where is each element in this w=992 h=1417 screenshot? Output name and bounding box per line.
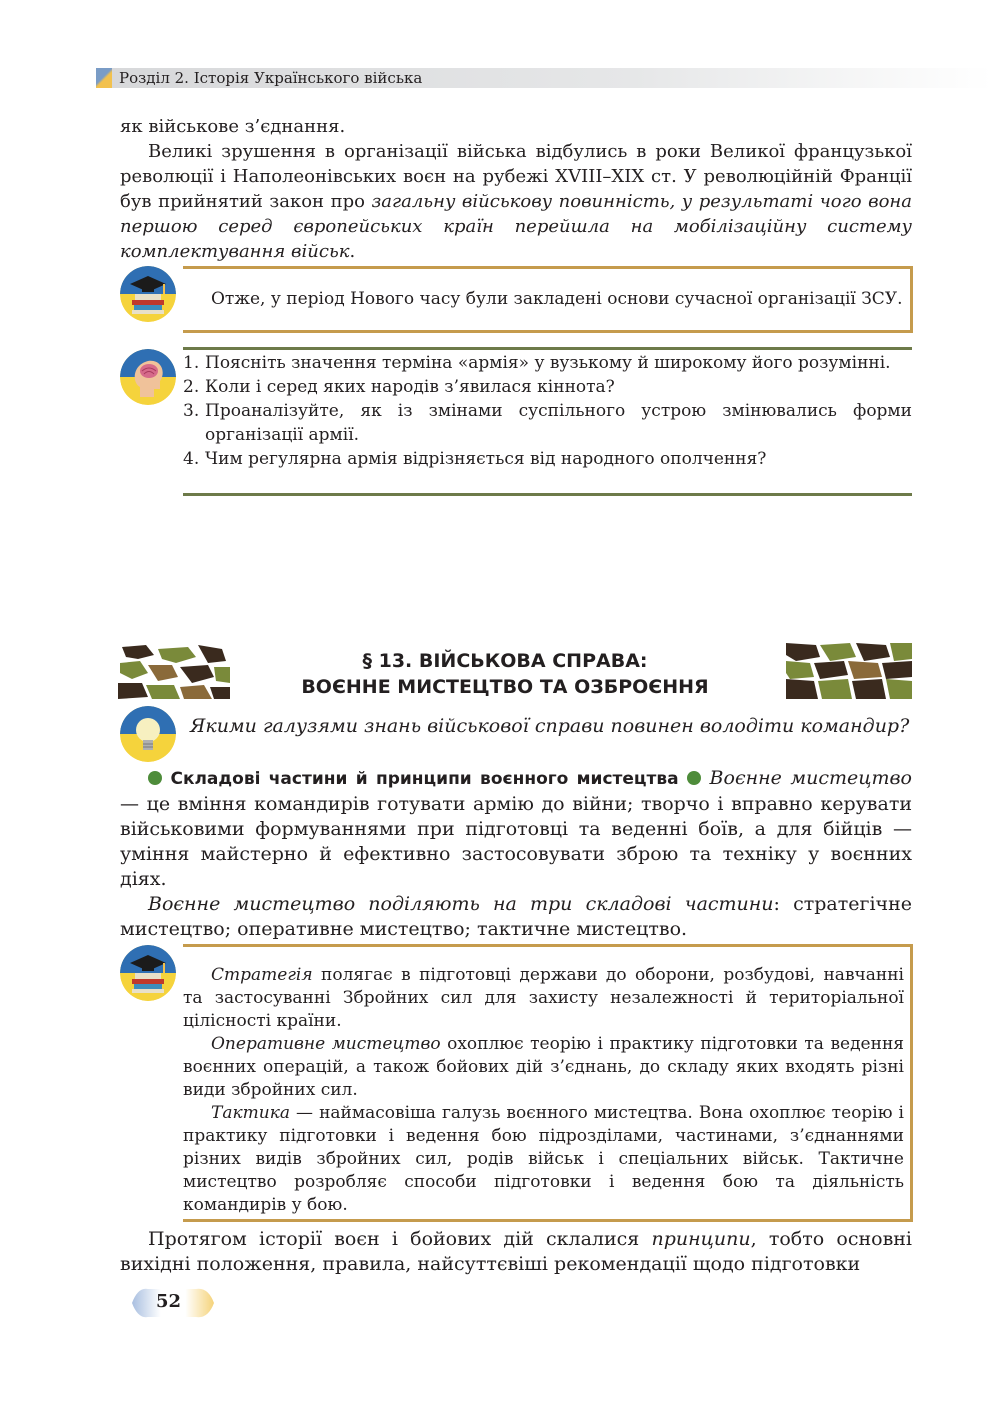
tactics-paragraph: Тактика — наймасовіша галузь воєнного мистецтва. Вона охоплює теорію і практику підготовки і ведення бою підрозділами, частинами, з’єднаннями різних видів збройних сил, родів військ і спеціальних військ. Тактичне мистецтво розробляє способи підготовки і ведення бою та діяльність командирів у бою.	[183, 1103, 904, 1215]
intro-paragraph-1: Великі зрушення в організації війська відбулись в роки Великої французької революції і Наполеонівських воєн на рубежі XVIII–XIX ст. У революційній Франції був прийнятий закон про загальну військову повинність, у результаті чого вона першою серед європейських країн перейшла на мобілізаційну систему комплектування військ.	[120, 141, 912, 262]
emphasis-conscription: загальну військову повинність, у результаті чого вона першою серед європейських країн перейшла на мобілізаційну систему комплектування військ	[120, 191, 912, 262]
questions-bottom-rule	[183, 493, 912, 496]
section-title-line-1: § 13. ВІЙСЬКОВА СПРАВА:	[362, 650, 648, 672]
page-number-badge	[128, 1287, 216, 1319]
review-questions	[183, 351, 912, 471]
body-text	[120, 766, 912, 942]
closing-paragraph: Протягом історії воєн і бойових дій склалися принципи, тобто основні вихідні положення, правила, найсуттєвіші рекомендації щодо підготовки	[120, 1228, 912, 1275]
body-paragraph-1: Складові частини й принципи воєнного мистецтва Воєнне мистецтво — це вміння командирів готувати армію до війни; творчо і вправно керувати військовими формуваннями при підготовці та веденні боїв, а для бійців — уміння майстерно й ефективно застосовувати зброю та техніку у воєнних діях.	[120, 767, 912, 890]
intro-line-0: як військове з’єднання.	[120, 116, 346, 137]
summary-box-2	[183, 944, 913, 1222]
term-tactics: Тактика	[211, 1103, 290, 1123]
lesson-guiding-question: Якими галузями знань військової справи повинен володіти командир?	[190, 715, 910, 737]
questions-top-rule	[183, 347, 912, 350]
summary-text-2	[183, 947, 910, 1217]
question-item: 2. Коли і серед яких народів з’явилася кіннота?	[183, 377, 615, 397]
question-item: 1. Поясніть значення терміна «армія» у вузькому й широкому його розумінні.	[183, 353, 891, 373]
graduation-cap-books-icon	[120, 945, 176, 1001]
strategy-paragraph: Стратегія полягає в підготовці держави до оборони, розбудові, навчанні та застосуванні Збройних сил для захисту незалежності й територіальної цілісності країни.	[183, 965, 904, 1031]
body-paragraph-2: Воєнне мистецтво поділяють на три складові частини: стратегічне мистецтво; оперативне мистецтво; тактичне мистецтво.	[120, 893, 913, 940]
term-strategy: Стратегія	[211, 965, 313, 985]
question-item: 4. Чим регулярна армія відрізняється від народного ополчення?	[183, 449, 767, 469]
running-header-title: Розділ 2. Історія Українського війська	[119, 69, 423, 87]
term-principles: принципи	[651, 1228, 751, 1250]
intro-text	[120, 114, 912, 264]
header-corner-mark	[96, 68, 112, 88]
camouflage-pattern-right	[786, 643, 912, 699]
term-operational-art: Оперативне мистецтво	[211, 1034, 441, 1054]
term-military-art: Воєнне мистецтво	[709, 767, 912, 789]
graduation-cap-books-icon	[120, 266, 176, 322]
summary-box-1	[183, 266, 913, 333]
operational-art-paragraph: Оперативне мистецтво охоплює теорію і практику підготовки та ведення воєнних операцій, а також бойових дій з’єднань, до складу яких входять різні види збройних сил.	[183, 1034, 904, 1100]
question-item: 3. Проаналізуйте, як із змінами суспільного устрою змінювались форми організації армії.	[183, 401, 912, 445]
section-title-line-2: ВОЄННЕ МИСТЕЦТВО ТА ОЗБРОЄННЯ	[301, 676, 709, 698]
head-brain-icon	[120, 349, 176, 405]
section-title	[230, 648, 780, 700]
camouflage-pattern-left	[118, 643, 230, 699]
bullet-dot-icon	[687, 771, 701, 785]
lightbulb-icon	[120, 706, 176, 762]
bullet-dot-icon	[148, 771, 162, 785]
summary-text-1: Отже, у період Нового часу були закладені основи сучасної організації ЗСУ.	[211, 289, 903, 309]
subheading: Складові частини й принципи воєнного мистецтва	[170, 769, 679, 789]
page-number: 52	[156, 1291, 182, 1312]
